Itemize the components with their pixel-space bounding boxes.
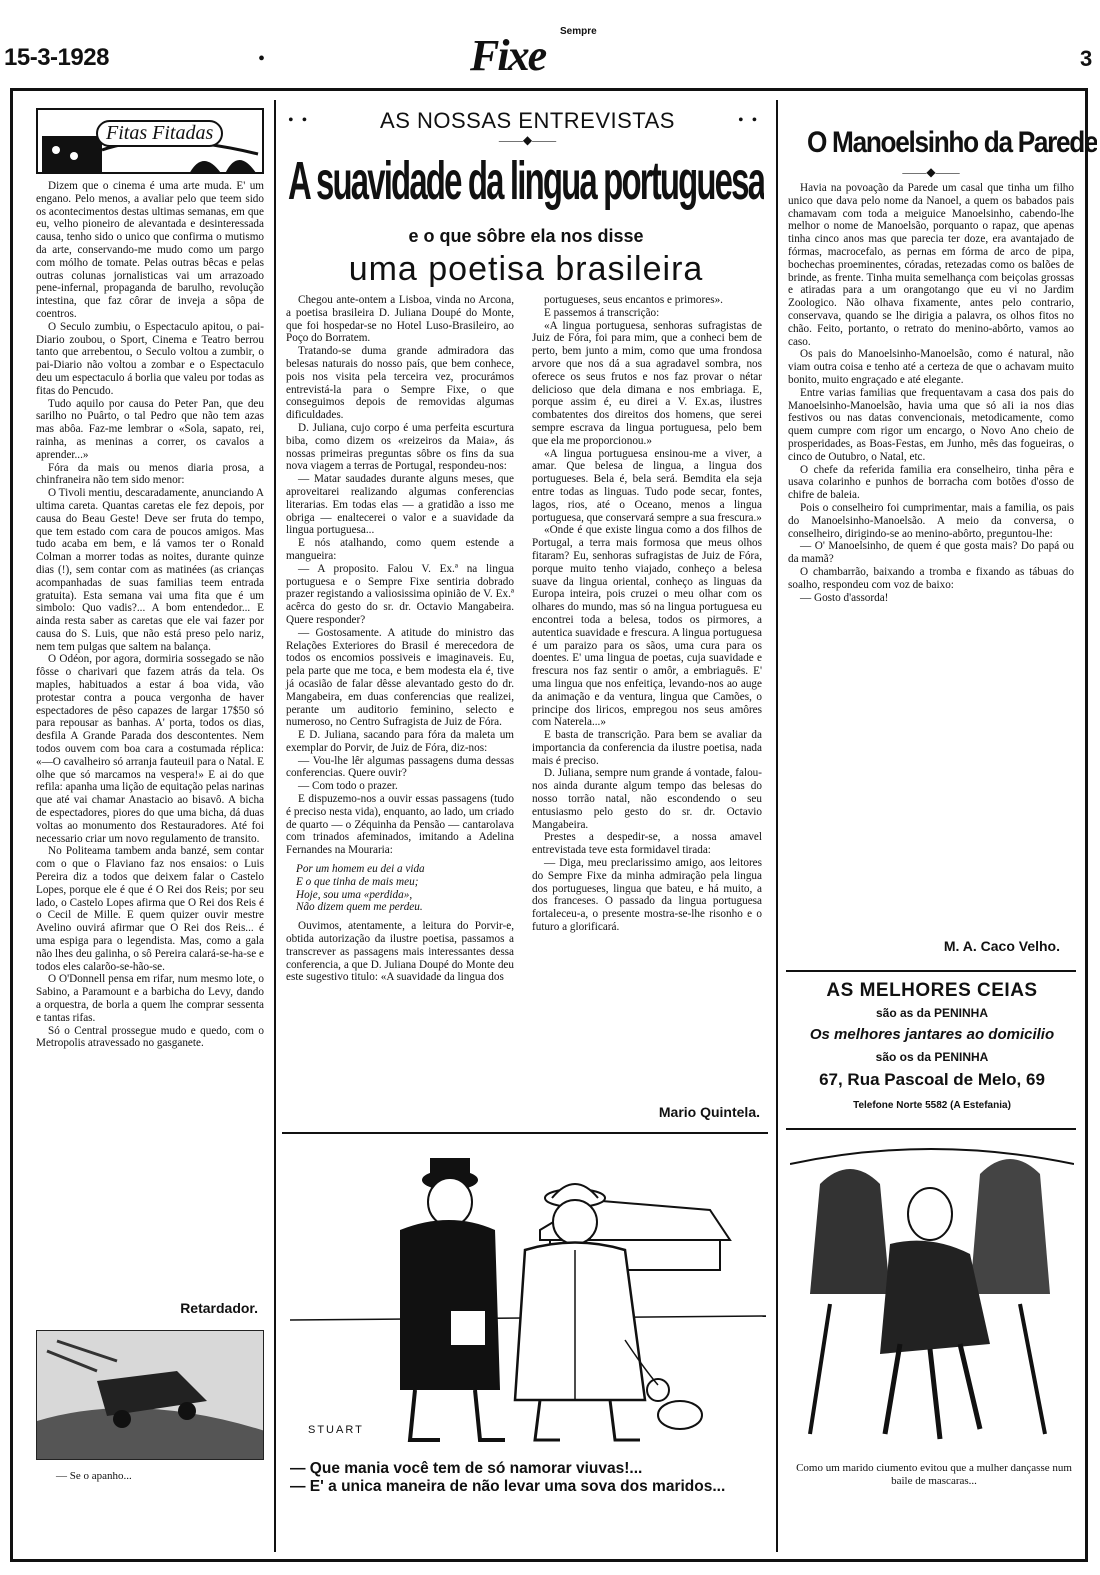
paragraph: portugueses, seus encantos e primores».	[544, 294, 723, 306]
ad-line: Os melhores jantares ao domicilio	[809, 1026, 1055, 1043]
paragraph: E dispuzemo-nos a ouvir essas passagens (tudo é preciso nesta vida), enquanto, ao lado, um criado de quarto — o Zéquinha da Pensão — cantarolava com trinados afeminados, imitando a Adelina Fernandes na Mouraria:	[286, 793, 514, 857]
paragraph: No Politeama tambem anda banzé, sem contar com o que o Flaviano faz nos ensaios: o Luis Pereira diz a todos que deixem falar o Castelo Lopes, porque ele é que é O Rei dos Reis; por seu lado, o Castelo Lopes afirma que O Rei dos Reis é o Cecil de Mille. E quem quizer ouvir mestre Avelino ouvirá afirmar que O Rei dos Reis... é uma espiga para o legendista. Mas, como a gala não lhes deu galinha, o sô Pereira calará-se-ha-se e todos eles calarõo-se-hão-se.	[36, 845, 264, 973]
paragraph: Pois o conselheiro foi cumprimentar, mais a familia, os pais do Manoelsinho-Manoelsão. A meio da conversa, o conselheiro, dirigindo-se ao menino-abôrto, preguntou-lhe:	[788, 501, 1074, 540]
verse-line: Por um homem eu dei a vida	[296, 863, 425, 876]
paragraph: O Tivoli mentiu, descaradamente, anunciando A ultima careta. Quantas caretas ele fez depois, por causa do Beau Geste! Deve ser fruta do tempo, que tem estado com cara de poucos amigos. Mas tudo acaba em bem, e lá vamos ter o Ronald Colman a morrer todas as noites, durante quinze dias (!), sem contar com as matinées (as crianças acompanhadas de suas familias teem entrada gratuita). Esta semana vai uma fita que é um simbolo: Quo vadis?... A bom entendedor... E ainda resta saber as caretas que ele vai fazer por causa do S. Luis, que não está preso pelo nariz, nem tem pulgas que saltem na balança.	[36, 487, 264, 653]
verse	[296, 863, 514, 914]
ad-bottom-rule	[786, 1128, 1076, 1130]
kicker-dots-left: • •	[288, 112, 308, 129]
article-signature: Mario Quintela.	[658, 1104, 760, 1120]
paragraph: — Diga, meu preclarissimo amigo, aos leitores do Sempre Fixe da minha admiração pela lingua dos portugueses, lingua que bateu, e há muito, a dos franceses. O passado da lingua portuguesa fortaleceu-a, o presente mostra-se-lhe risonho e o futuro a glorificará.	[532, 857, 762, 934]
verse-line: E o que tinha de mais meu;	[296, 875, 419, 888]
cartoon-signature: STUART	[308, 1424, 364, 1436]
paragraph: — Vou-lhe lêr algumas passagens duma dessas conferencias. Quere ouvir?	[286, 754, 514, 780]
masthead-bullet: •	[258, 48, 266, 70]
section-kicker: AS NOSSAS ENTREVISTAS	[380, 108, 675, 133]
paragraph: «Onde é que existe lingua como a dos filhos de Portugal, a terra mais formosa que meus olhos fitaram? Eu, senhoras sufragistas de Juiz de Fóra, porque muito tenho viajado, conheço a belesa suave da lingua oriental, conheço as linguas da Europa inteira, pois cruzei o meu olhar com os olhares do mundo, mas só na lingua portuguesa eu encontrei toda a belesa, todos os pirmores, a autentica suavidade e frescura. A lingua portuguesa é um paraizo para os sãos, uma cura para os doentes. E' uma lingua de poetas, cuja suavidade e frescura nos faz sentir o amôr, a embriaguês. E' uma lingua que nos enfeitiça, levando-nos ao auge da animação e da ventura, lingua que Camões, o principe dos liricos, empregou nos seus amôres com Naterela...»	[532, 524, 762, 729]
cartoon-caption	[290, 1460, 774, 1496]
dance-illustration	[790, 1144, 1074, 1450]
column-header-title: Fitas Fitadas	[96, 120, 223, 147]
ad-address: 67, Rua Pascoal de Melo, 69	[819, 1070, 1045, 1089]
paragraph: E nós atalhando, como quem estende a mangueira:	[286, 537, 514, 562]
article-headline: A suavidade da lingua portuguesa	[288, 151, 765, 211]
paragraph: Tratando-se duma grande admiradora das belesas naturais do nosso país, que bem conhece, pois nos visita pela terceira vez, procurámos entrevistá-la para o Sempre Fixe, o que conseguimos depois de removidas algumas dificuldades.	[286, 345, 514, 422]
paragraph: — Com todo o prazer.	[298, 780, 398, 793]
paragraph: Chegou ante-ontem a Lisboa, vinda no Arcona, a poetisa brasileira D. Juliana Doupé do Monte, que foi hospedar-se no Hotel Luso-Brasileiro, ao Poço do Borratem.	[286, 294, 514, 345]
newspaper-logo	[470, 22, 610, 78]
page-number: 3	[1080, 46, 1093, 71]
masquerade-ball-image	[790, 1144, 1074, 1450]
interview-right-column	[532, 294, 762, 934]
paragraph: O O'Donnell pensa em rifar, num mesmo lote, o Sabino, a Paramount e a barbicha do Levy, dando a orquestra, de borla a quem lhe comprar sessenta e tantas rifas.	[36, 973, 264, 1024]
cartoon-illustration	[290, 1140, 766, 1456]
interview-left-column	[286, 294, 514, 984]
paragraph: Entre varias familias que frequentavam a casa dos pais do Manoelsinho-Manoelsão, havia uma que só aIi ia nos dias festivos ou nas datas convencionais, metodicamente, como quem cumpre com rigor um encargo, o Novo Ano cheio de prosperidades, as Boas-Festas, em Junho, mês das fogueiras, o cinco de Outubro, o Natal, etc.	[788, 386, 1074, 463]
paragraph: Ouvimos, atentamente, a leitura do Porvir-e, obtida autorização da ilustre poetisa, passamos a transcrever as passagens mais interessantes dessa conferencia, a que D. Juliana Doupé do Monte deu este sugestivo titulo: «A suavidade da lingua dos	[286, 920, 514, 984]
kicker-dots-right: • •	[738, 112, 758, 129]
paragraph: — Gosto d'assorda!	[800, 591, 889, 604]
issue-date: 15-3-1928	[4, 44, 109, 71]
paragraph: Só o Central prossegue mudo e quedo, com o Metropolis atravessado no gasganete.	[36, 1024, 264, 1050]
logo-small-text: Sempre	[560, 26, 597, 37]
fitas-fitadas-header	[36, 108, 264, 174]
col3-caption: Como um marido ciumento evitou que a mulher dançasse num baile de mascaras...	[796, 1462, 1072, 1487]
ad-title: AS MELHORES CEIAS	[826, 980, 1038, 1001]
paragraph: O chefe da referida familia era conselheiro, tinha pêra e usava colarinho e punhos de borracha com botões d'osso de chifre de baleia.	[788, 463, 1074, 502]
caption-line: — E' a unica maneira de não levar uma sova dos maridos...	[290, 1478, 726, 1495]
col1-caption: — Se o apanho...	[56, 1470, 132, 1482]
paragraph: — Matar saudades durante alguns meses, que aproveitarei realizando algumas conferencias literarias. Em todas elas — a gratidão a isso me obriga — enaltecerei o valor e a suavidade da lingua portuguesa...	[286, 473, 514, 537]
manoelsinho-body	[788, 182, 1074, 604]
paragraph: — Gostosamente. A atitude do ministro das Relações Exteriores do Brasil é merecedora de todos os encomios possiveis e imaginaveis. Eu, pela parte que me toca, e bem modesta ela é, tive já ocasião de falar dêsse alevantado gesto do dr. Mangabeira, em duas conferencias que realizei, perante um auditorio feminino, selecto e numeroso, no Centro Sufragista de Juiz de Fóra.	[286, 626, 514, 729]
cartoon-image	[290, 1140, 766, 1456]
caption-line: — Que mania você tem de só namorar viuvas!...	[290, 1460, 643, 1477]
fitas-body	[36, 180, 264, 1050]
cartoon-top-rule	[282, 1132, 768, 1134]
article-subhead: e o que sôbre ela nos disse	[408, 226, 644, 246]
paragraph: E D. Juliana, sacando para fóra da maleta um exemplar do Porvir, de Juiz de Fóra, diz-nos:	[286, 729, 514, 754]
paragraph: «A lingua portuguesa ensinou-me a viver, a amar. Que belesa de lingua, a lingua dos portugueses. Bela é, bela será. Bemdita ela seja entre todas as linguas. Tudo pode secar, fontes, lagos, rios, até o Oceano, menos a lingua portuguesa, que conservará sempre a sua frescura.»	[532, 447, 762, 524]
verse-line: Hoje, sou uma «perdida»,	[296, 888, 413, 901]
paragraph: O chambarrão, baixando a tromba e fixando as tábuas do soalho, respondeu com voz de baixo:	[788, 565, 1074, 591]
story-title: O Manoelsinho da Parede	[807, 126, 1098, 159]
ad-top-rule	[786, 970, 1076, 972]
column-rule-2	[776, 100, 778, 1552]
paragraph: Os pais do Manoelsinho-Manoelsão, como é natural, não viam outra coisa e tenho até a certeza de que o achavam muito bonito, muito engraçado e até elegante.	[788, 348, 1074, 386]
paragraph: — O' Manoelsinho, de quem é que gosta mais? Do papá ou da mamã?	[788, 540, 1074, 566]
ornament: ——◆——	[902, 165, 960, 179]
paragraph: D. Juliana, sempre num grande á vontade, falou-nos ainda durante algum tempo das belesas do nosso torrão natal, não escondendo o seu entusiasmo pelo gesto do sr. dr. Octavio Mangabeira.	[532, 767, 762, 831]
paragraph: Dizem que o cinema é uma arte muda. E' um engano. Pelo menos, a avaliar pelo que teem sido os acontecimentos destas ultimas semanas, em que eu, velho pioneiro de alevantada e desinteressada causa, tenho sido o unico que confirma o mutismo da arte, conservando-me mudo como um pargo com mólho de tomate. Pelas outras bêcas e pelas outras colunas jornalisticas vai um arrazoado pene-infernal, propaganda de barulho, revolução intestina, que faz côrar de inveja a sôpa de coentros.	[36, 180, 264, 320]
paragraph: — A proposito. Falou V. Ex.ª na lingua portuguesa e o Sempre Fixe sentiria dobrado prazer registando a valiosissima opinião de V. Ex.ª acêrca do gesto do sr. dr. Octavio Mangabeira. Quere responder?	[286, 562, 514, 626]
paragraph: O Odéon, por agora, dormiria sossegado se não fôsse o charivari que fazem atrás da tela. Os maples, habituados a estar á boa vida, vão protestar contra a pouca vergonha de haver espectadores de pêso capazes de largar 17$50 só para repousar as banhas. A' porta, todos os dias, desfila A Grande Parada dos descontentes. Nem todos ouvem com boa cara a costumada réplica: «—O cavalheiro só arranja fauteuil para o Natal. E olhe que só marcamos na vespera!» E ai do que refila: apanha uma lição de equitação pelas narinas que até vai chamar Anastacio ao bisavô. A bicha de espectadores, piores do que uma bicha, dá duas voltas ao monumento dos Restauradores. Até foi necessario criar um novo regulamento de transito.	[36, 653, 264, 845]
paragraph: Prestes a despedir-se, a nossa amavel entrevistada teve esta formidavel tirada:	[532, 831, 762, 857]
story-signature: M. A. Caco Velho.	[943, 938, 1060, 954]
column-rule-1	[274, 100, 276, 1552]
paragraph: Fóra da mais ou menos diaria prosa, a chinfraneira não tem sido menor:	[36, 461, 264, 487]
ad-line: são as da PENINHA	[875, 1006, 989, 1020]
paragraph: «A lingua portuguesa, senhoras sufragistas de Juiz de Fóra, foi para mim, que a conheci bem de perto, bem junto a mim, como que uma frondosa arvore que nos dá a sua agradavel sombra, nos oferece os seus frutos e nos faz provar o nétar delicioso que dela dimana e nos embriaga. E, porque assim é, eu direi a V. Ex.as, ilustres combatentes dos direitos dos homens, que serei sempre escrava da lingua portuguesa, pelo bem que ela me proporcionou.»	[532, 319, 762, 447]
ad-phone: Telefone Norte 5582 (A Estefania)	[853, 1100, 1011, 1111]
ad-line: são os da PENINHA	[875, 1050, 989, 1064]
car-illustration	[36, 1330, 264, 1460]
ornament: ——◆——	[498, 133, 557, 147]
verse-line: Não dizem quem me perdeu.	[296, 901, 423, 914]
article-subhead-2: uma poetisa brasileira	[348, 250, 704, 288]
paragraph: D. Juliana, cujo corpo é uma perfeita escurtura biba, como dizem os «reizeiros da Maia», ás nossas primeiras preguntas sôbre os fins da sua nova viagem a terras de Portugal, respondeu-nos:	[286, 421, 514, 473]
paragraph: E passemos á transcrição:	[544, 306, 660, 319]
logo-main-text: Fixe	[470, 31, 546, 80]
paragraph: O Seculo zumbiu, o Espectaculo apitou, o pai-Diario zoubou, o Sport, Cinema e Teatro berrou tanto que arrebentou, o Seculo voltou a zumbir, o pai-Diario não voltou a zombar e o Espectaculo deu um espectaculo á borlia que valeu por todas as fitas do Pencudo.	[36, 320, 264, 397]
paragraph: E basta de transcrição. Para bem se avaliar da importancia da conferencia da ilustre poetisa, nada mais é preciso.	[532, 729, 762, 767]
car-chase-image	[37, 1331, 264, 1460]
paragraph: Tudo aquilo por causa do Peter Pan, que deu sarilho no Puârto, o tal Pedro que não tem azas mas abôa. Faz-me lembrar o «Sola, sapato, rei, rainha, as meninas a correr, os cavalos a aprender...»	[36, 397, 264, 461]
col1-signature: Retardador.	[180, 1300, 258, 1316]
paragraph: Havia na povoação da Parede um casal que tinha um filho unico que dava pelo nome da Nanoel, a quem os babados pais chamavam com toda a meiguice Manoelsinho, cabendo-lhe melhor o nome de Manoelsão, porquanto o rapaz, que apenas tinha cinco anos mas que parecia ter doze, era avantajado de fórmas, macrocefalo, as pernas em fórma de arco de pipa, bochechas proeminentes, córadas, retezadas como os balões de brinde, as frente. Tinha muita semelhança com beiçolas grossas e atiradas para a um orangotango que eu vi no Jardim Zoologico. Não olhava fixamente, antes pelo contrario, conservava, quando se lhe dirigia a palavra, os olhos fitos no chão. Feito, portanto, o retrato do menino-abôrto, vamos ao caso.	[788, 182, 1074, 348]
